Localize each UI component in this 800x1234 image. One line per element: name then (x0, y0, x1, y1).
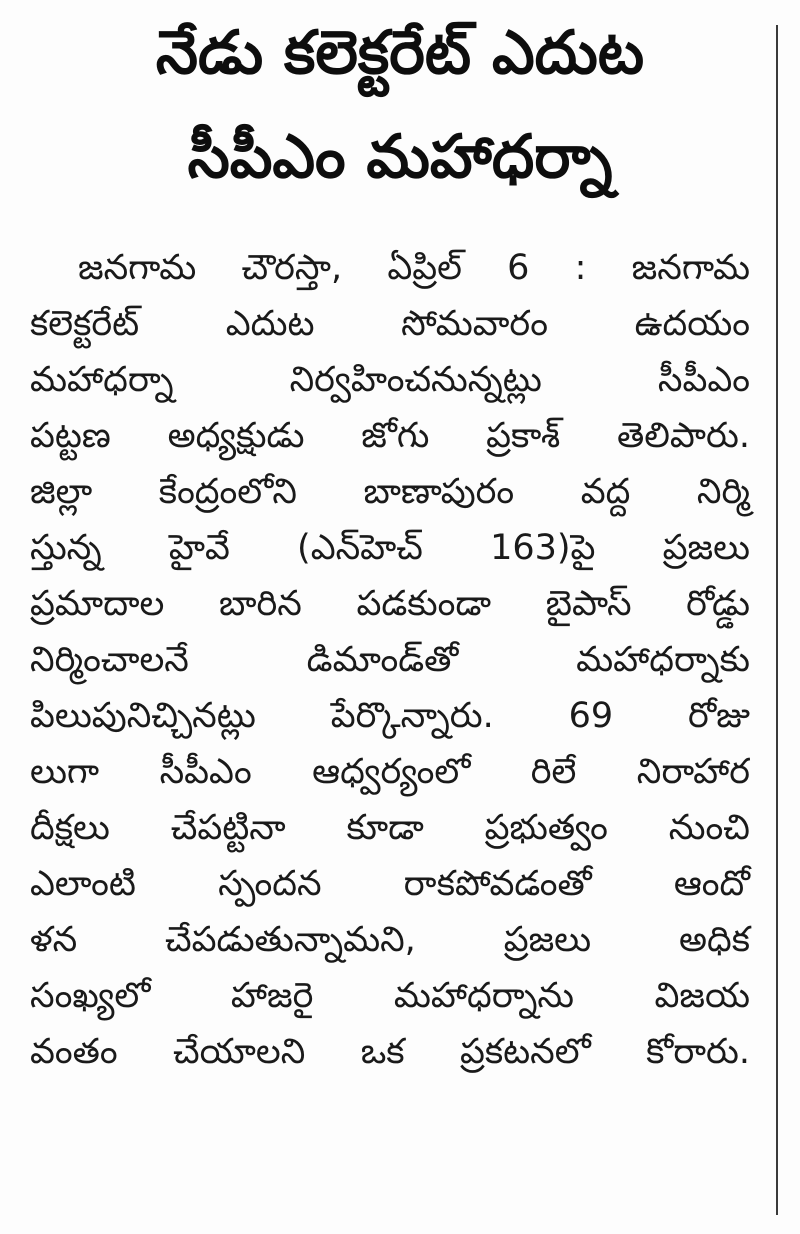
body-line: లుగా సీపీఎం ఆధ్వర్యంలో రిలే నిరాహార (30, 752, 750, 792)
column-divider (776, 25, 778, 1215)
body-line: మహాధర్నా నిర్వహించనున్నట్లు సీపీఎం (30, 360, 750, 400)
body-line: జనగామ చౌరస్తా, ఏప్రిల్ 6 : జనగామ (78, 248, 750, 288)
body-line: నిర్మించాలనే డిమాండ్‌తో మహాధర్నాకు (30, 640, 750, 680)
body-line: సంఖ్యలో హాజరై మహాధర్నాను విజయ (30, 976, 750, 1016)
headline-line-1: నేడు కలెక్టరేట్ ఎదుట (155, 18, 645, 88)
body-line: ఎలాంటి స్పందన రాకపోవడంతో ఆందో (30, 864, 750, 904)
body-line: ళన చేపడుతున్నామని, ప్రజలు అధిక (30, 920, 750, 960)
headline-line-2: సీపీఎం మహాధర్నా (187, 122, 613, 192)
body-line: దీక్షలు చేపట్టినా కూడా ప్రభుత్వం నుంచి (30, 808, 750, 848)
body-line: కలెక్టరేట్ ఎదుట సోమవారం ఉదయం (30, 304, 750, 344)
body-line: పిలుపునిచ్చినట్లు పేర్కొన్నారు. 69 రోజు (30, 696, 750, 736)
body-line: జిల్లా కేంద్రంలోని బాణాపురం వద్ద నిర్మి (30, 472, 750, 512)
article-body (30, 240, 750, 1080)
body-line: పట్టణ అధ్యక్షుడు జోగు ప్రకాశ్ తెలిపారు. (30, 416, 750, 456)
body-line: స్తున్న హైవే (ఎన్‌హెచ్ 163)పై ప్రజలు (30, 528, 750, 568)
body-line: వంతం చేయాలని ఒక ప్రకటనలో కోరారు. (30, 1032, 750, 1072)
body-line: ప్రమాదాల బారిన పడకుండా బైపాస్ రోడ్డు (30, 584, 750, 624)
